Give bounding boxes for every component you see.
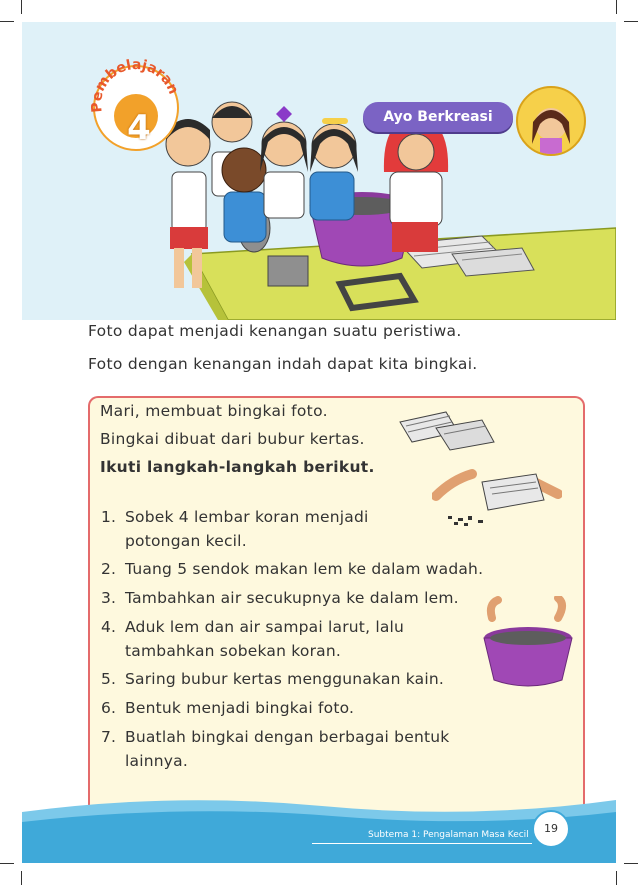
crop-mark [624,863,638,864]
footer-divider [312,843,532,844]
step-item: 7. Buatlah bingkai dengan berbagai bentuk lainnya. [101,728,450,770]
section-label: Ayo Berkreasi [383,109,493,125]
footer-subtheme: Subtema 1: Pengalaman Masa Kecil [368,830,529,840]
mixing-bowl-illustration [478,596,578,690]
intro-line: Foto dengan kenangan indah dapat kita bingkai. [88,355,478,373]
crop-mark [0,21,14,22]
crop-mark [0,863,14,864]
girl-icon [516,86,586,156]
crop-mark [21,0,22,14]
page-number: 19 [532,810,570,848]
step-item: 5. Saring bubur kertas menggunakan kain. [101,670,445,688]
section-pill [363,102,513,132]
crop-mark [624,21,638,22]
step-item: 6. Bentuk menjadi bingkai foto. [101,699,355,717]
book-page [22,22,616,863]
crop-mark [616,871,617,885]
step-item: 4. Aduk lem dan air sampai larut, lalu tambahkan sobekan koran. [101,618,405,660]
lesson-number: 4 [127,108,151,148]
crop-mark [616,0,617,14]
crop-mark [21,871,22,885]
intro-line: Foto dapat menjadi kenangan suatu peristiwa. [88,322,462,340]
box-intro-line: Bingkai dibuat dari bubur kertas. [100,430,365,448]
newspaper-pile-illustration [396,402,506,462]
lesson-word: Pembelajaran [88,57,182,114]
footer-wave [22,782,616,863]
tearing-newspaper-illustration [432,460,562,530]
step-item: 2. Tuang 5 sendok makan lem ke dalam wadah. [101,560,484,578]
step-item: 3. Tambahkan air secukupnya ke dalam lem. [101,589,459,607]
box-instruction-heading: Ikuti langkah-langkah berikut. [100,458,375,476]
step-item: 1. Sobek 4 lembar koran menjadi potongan kecil. [101,508,369,550]
box-intro-line: Mari, membuat bingkai foto. [100,402,328,420]
